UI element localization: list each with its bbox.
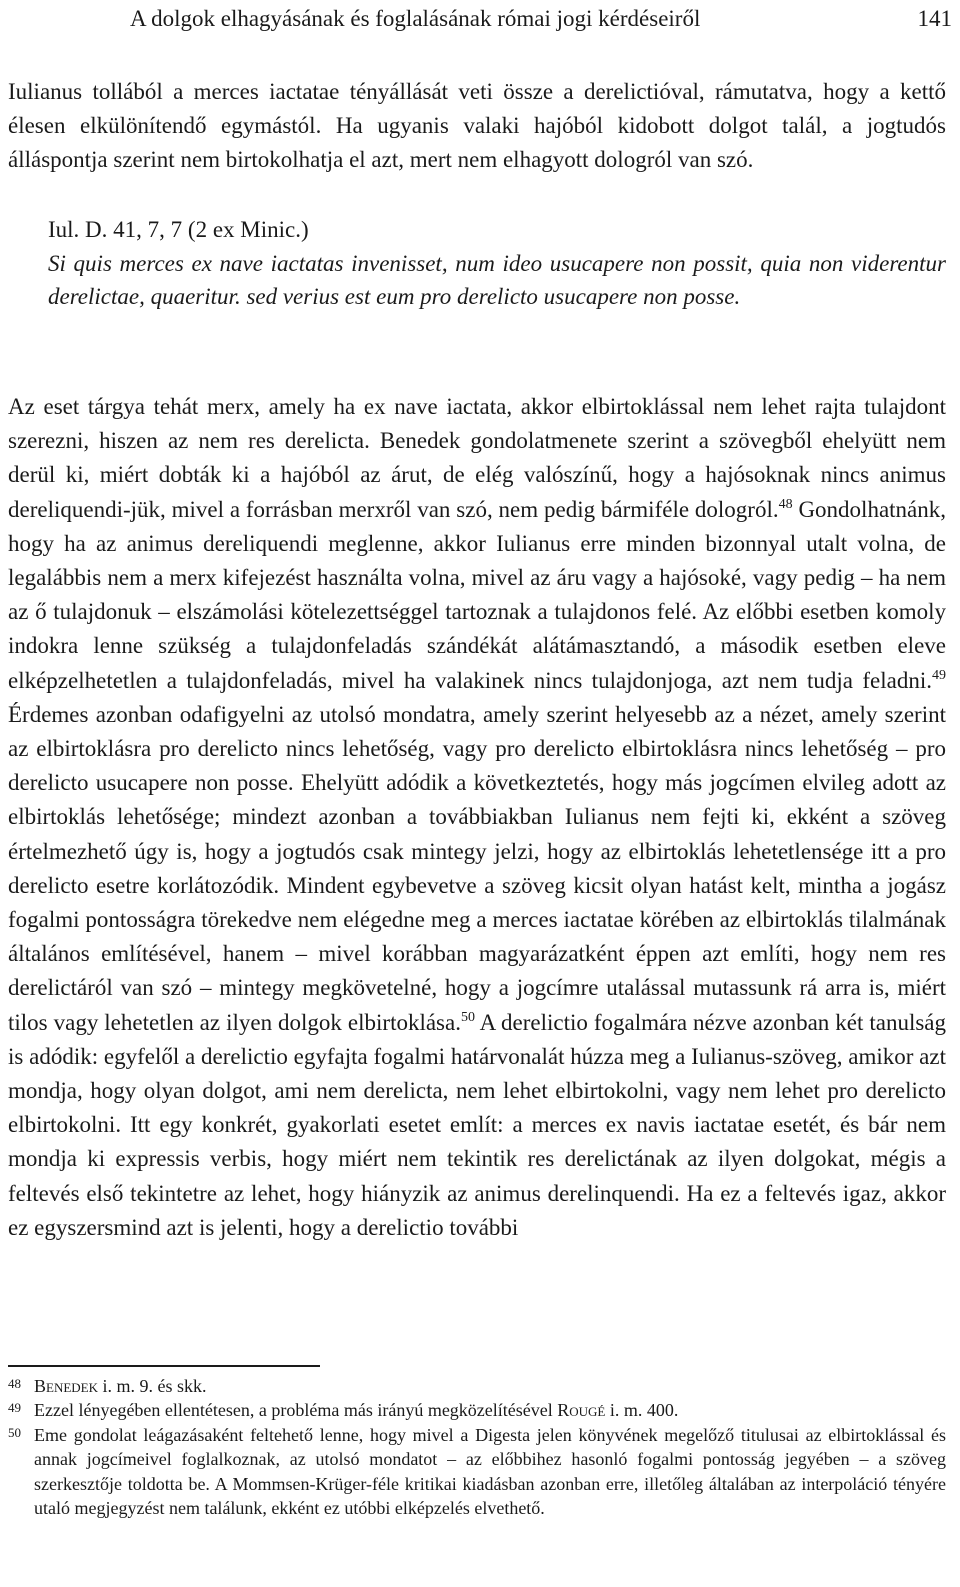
footnote-author: Rougé [557,1400,606,1421]
paragraph-text: Érdemes azonban odafigyelni az utolsó mondatra, amely szerint helyesebb az a nézet, amely szerint az elbirtoklásra pro derelicto nincs lehetőség, vagy pro derelicto elbirtoklásra nincs lehetőség – pro derelicto usucapere non posse. Ehelyütt adódik a következtetés, hogy más jogcímen elvileg adott az elbirtoklás lehetősége; mindezt azonban a továbbiakban Iulianus nem fejti ki, ekként a szöveg értelmezhető úgy is, hogy a jogtudós csak mintegy jelzi, hogy az elbirtoklás lehetetlensége itt a pro derelicto esetre korlátozódik. Mindent egybevetve a szöveg kicsit olyan hatást kelt, mintha a jogász fogalmi pontosságra törekedve nem elégedne meg a merces iactatae körében az elbirtoklás tilalmának általános említésével, hanem – mivel korábban magyarázatként éppen azt említi, hogy nem res derelictáról van szó – mintegy megkövetelné, hogy a jogcímre utalással mutassunk rá arra is, miért tilos vagy lehetetlen az ilyen dolgok elbirtoklása. [8,701,946,1035]
paragraph-text: Gondolhatnánk, hogy ha az animus dereliquendi meglenne, akkor Iulianus erre minden bizonnyal utalt volna, de legalábbis nem a merx kifejezést használta volna, mivel az áru vagy a hajósoké, vagy pedig – ha nem az ő tulajdonuk – elszámolási kötelezettséggel tartoznak a tulajdonos felé. Az előbbi esetben komoly indokra lenne szükség a tulajdonfeladás szándékát alátámasztandó, a második esetben eleve elképzelhetetlen a tulajdonfeladás, mivel ha valakinek nincs tulajdonjoga, azt nem tudja feladni. [8,496,946,693]
footnote-number: 49 [8,1400,21,1416]
footnote-separator [8,1365,320,1367]
footnote-ref-48[interactable]: 48 [778,496,793,512]
paragraph-text: A derelictio fogalmára nézve azonban két tanulság is adódik: egyfelől a derelictio egyfajta fogalmi határvonalát húzza meg a Iulianus-szöveg, amikor azt mondja, hogy olyan dolgot, ami nem derelicta, nem lehet elbirtokolni, vagy nem lehet pro derelicto elbirtokolni. Itt egy konkrét, gyakorlati esetet említ: a merces ex navis iactatae esetét, és bár nem mondja ki expressis verbis, hogy miért nem tekintik res derelictának az ilyen dolgokat, mégis a feltevés első tekintetre az lehet, hogy hiányzik az animus derelinquendi. Ha ez a feltevés igaz, akkor ez egyszersmind azt is jelenti, hogy a derelictio további [8,1009,946,1240]
quotation-latin-text: Si quis merces ex nave iactatas invenisset, num ideo usucapere non possit, quia non viderentur derelictae, quaeritur. sed verius est eum pro derelicto usucapere non posse. [48,251,946,309]
quotation-reference: Iul. D. 41, 7, 7 (2 ex Minic.) [48,217,309,242]
body-paragraph-main [8,390,946,1245]
footnote-text: Ezzel lényegében ellentétesen, a probléma más irányú megközelítésével [34,1400,558,1421]
running-title: A dolgok elhagyásának és foglalásának római jogi kérdéseiről [130,6,701,31]
body-paragraph-intro: Iulianus tollából a merces iactatae tényállását veti össze a derelictióval, rámutatva, hogy a kettő élesen elkülönítendő egymástól. Ha ugyanis valaki hajóból kidobott dolgot talál, a jogtudós álláspontja szerint nem birtokolhatja el azt, mert nem elhagyott dologról van szó. [8,79,946,173]
paragraph-text: Az eset tárgya tehát merx, amely ha ex nave iactata, akkor elbirtoklással nem lehet rajta tulajdont szerezni, hiszen az nem res derelicta. Benedek gondolatmenete szerint a szövegből ehelyütt nem derül ki, miért dobták ki a hajóból az árut, de elég valószínű, hogy a hajósoknak nincs animus dereliquendi-jük, mivel a forrásban merxről van szó, nem pedig bármiféle dologról. [8,394,946,522]
footnote-text-after: i. m. 400. [605,1400,679,1421]
page-number: 141 [917,6,952,31]
footnote-author: Benedek [34,1376,98,1396]
footnotes [8,1374,946,1520]
footnote-number: 50 [8,1424,21,1440]
source-quotation [48,213,946,313]
footnote-48 [8,1374,946,1398]
footnote-ref-50[interactable]: 50 [460,1009,475,1025]
footnote-text: Eme gondolat leágazásaként feltehető lenne, hogy mivel a Digesta jelen könyvének megelőző titulusai az elbirtoklással és annak jogcímeivel foglalkoznak, az utolsó mondatot – az előbbihez hasonló fogalmi pontosság jegyében – a szöveg szerkesztője toldotta be. A Mommsen-Krüger-féle kritikai kiadásban azonban erre, illetőleg általában az interpoláció tényére utaló megjegyzést nem találunk, ekként ez utóbbi elképzelés elvethető. [34,1424,946,1519]
footnote-number: 48 [8,1376,21,1391]
footnote-ref-49[interactable]: 49 [932,667,946,683]
footnote-50 [8,1423,946,1521]
footnote-text: i. m. 9. és skk. [98,1376,207,1396]
footnote-49 [8,1398,946,1422]
